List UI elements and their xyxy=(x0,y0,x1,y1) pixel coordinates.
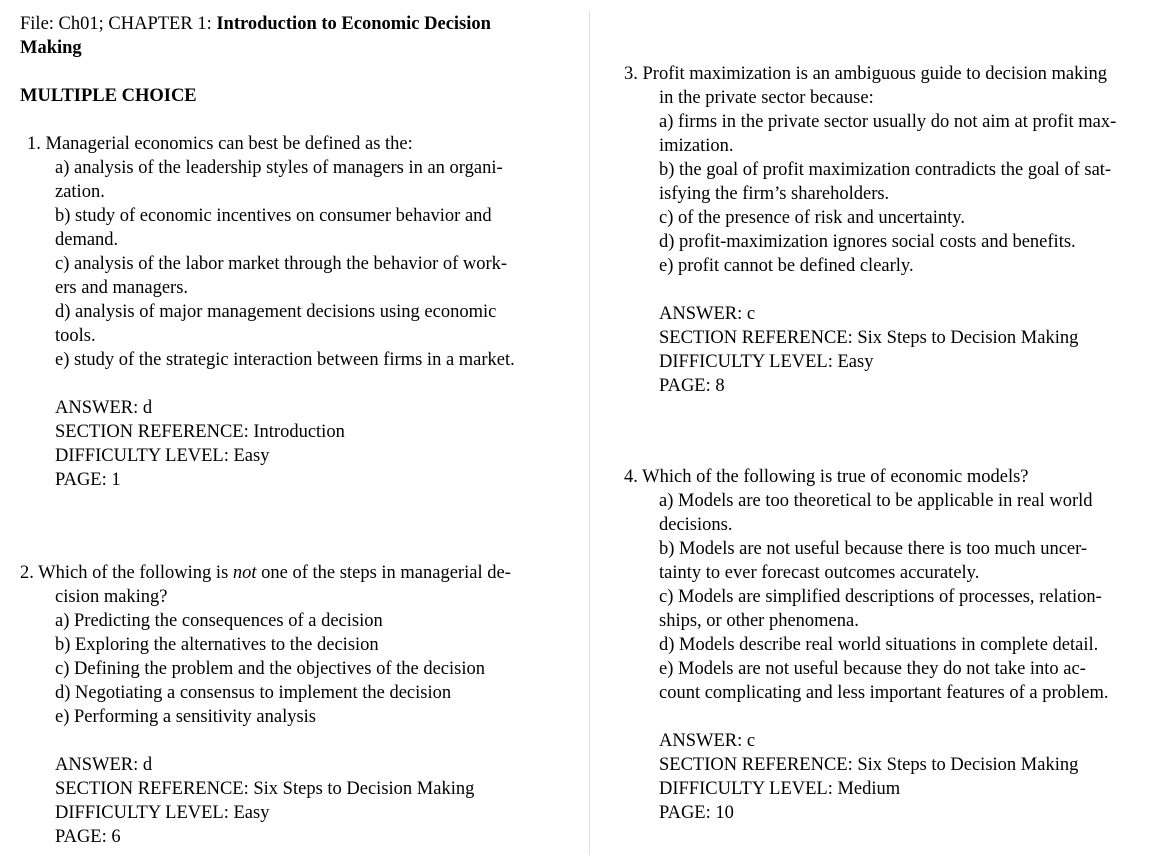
question-1 xyxy=(20,132,568,492)
difficulty-level: DIFFICULTY LEVEL: Medium xyxy=(659,779,901,799)
document-header xyxy=(20,12,568,60)
column-divider xyxy=(589,10,590,855)
option-b: b) Models are not useful because there is too much uncer- tainty to ever forecast outcomes accurately. xyxy=(659,539,1088,583)
section-reference: SECTION REFERENCE: Introduction xyxy=(55,422,345,442)
difficulty-level: DIFFICULTY LEVEL: Easy xyxy=(55,803,270,823)
question-stem: 4. Which of the following is true of economic models? xyxy=(624,467,1029,487)
options-list: cision making? a) Predicting the consequences of a decision b) Exploring the alternatives to the decision c) Defining the problem and the objectives of the decision d) Negotiating a consensus to implement the decision e) Performing a sensitivity analysis ANSWER: d SECTION REFERENCE: Six Steps to Decision Making DIFFICULTY LEVEL: Easy PAGE: 6 xyxy=(20,585,568,849)
difficulty-level: DIFFICULTY LEVEL: Easy xyxy=(659,352,874,372)
page-reference: PAGE: 1 xyxy=(55,470,121,490)
chapter-title-cont: Making xyxy=(20,38,82,58)
answer: ANSWER: c xyxy=(659,731,756,751)
option-b: b) study of economic incentives on consumer behavior and demand. xyxy=(55,206,492,250)
option-e: e) Performing a sensitivity analysis xyxy=(55,707,317,727)
answer-info xyxy=(55,396,568,492)
page-reference: PAGE: 10 xyxy=(659,803,734,823)
page-reference: PAGE: 6 xyxy=(55,827,121,847)
option-c: c) analysis of the labor market through the behavior of work- ers and managers. xyxy=(55,254,508,298)
option-a: a) Predicting the consequences of a decision xyxy=(55,611,383,631)
answer: ANSWER: d xyxy=(55,398,153,418)
page-reference: PAGE: 8 xyxy=(659,376,725,396)
question-2 xyxy=(20,561,568,849)
option-a: a) firms in the private sector usually do not aim at profit max- imization. xyxy=(659,112,1117,156)
option-d: d) analysis of major management decisions using economic tools. xyxy=(55,302,497,346)
options-list: in the private sector because: a) firms in the private sector usually do not aim at profit max- imization. b) the goal of profit maximization contradicts the goal of sat- isfying the firm’s shareholders. c) of the presence of risk and uncertainty. d) profit-maximization ignores social costs and benefits. e) profit cannot be defined clearly. ANSWER: c SECTION REFERENCE: Six Steps to Decision Making DIFFICULTY LEVEL: Easy PAGE: 8 xyxy=(624,86,1158,398)
question-stem: 1. Managerial economics can best be defined as the: xyxy=(27,134,413,154)
chapter-title: Introduction to Economic Decision xyxy=(216,14,491,34)
options-list xyxy=(20,156,568,492)
section-reference: SECTION REFERENCE: Six Steps to Decision Making xyxy=(659,328,1079,348)
options-list xyxy=(624,489,1158,825)
difficulty-level: DIFFICULTY LEVEL: Easy xyxy=(55,446,270,466)
option-e: e) Models are not useful because they do not take into ac- count complicating and less important features of a problem. xyxy=(659,659,1109,703)
option-e: e) study of the strategic interaction between firms in a market. xyxy=(55,350,515,370)
option-d: d) Negotiating a consensus to implement the decision xyxy=(55,683,452,703)
answer: ANSWER: c xyxy=(659,304,756,324)
option-a: a) Models are too theoretical to be applicable in real world decisions. xyxy=(659,491,1093,535)
section-reference: SECTION REFERENCE: Six Steps to Decision Making xyxy=(55,779,475,799)
option-a: a) analysis of the leadership styles of managers in an organi- zation. xyxy=(55,158,503,202)
question-stem: 3. Profit maximization is an ambiguous guide to decision making xyxy=(624,64,1107,84)
question-4 xyxy=(624,465,1158,825)
option-d: d) Models describe real world situations in complete detail. xyxy=(659,635,1099,655)
answer-info xyxy=(659,729,1158,825)
file-label: File: Ch01; CHAPTER 1: xyxy=(20,14,217,34)
left-column xyxy=(20,12,568,847)
option-b: b) the goal of profit maximization contradicts the goal of sat- isfying the firm’s shareholders. xyxy=(659,160,1112,204)
option-c: c) Defining the problem and the objectives of the decision xyxy=(55,659,485,679)
question-3 xyxy=(624,62,1158,398)
answer: ANSWER: d xyxy=(55,755,153,775)
option-c: c) of the presence of risk and uncertainty. xyxy=(659,208,965,228)
question-stem: 2. Which of the following is not one of the steps in managerial de- xyxy=(20,563,511,583)
section-title: MULTIPLE CHOICE xyxy=(20,86,197,106)
option-c: c) Models are simplified descriptions of processes, relation- ships, or other phenomena. xyxy=(659,587,1102,631)
answer-info xyxy=(659,302,1158,398)
option-b: b) Exploring the alternatives to the decision xyxy=(55,635,379,655)
option-e: e) profit cannot be defined clearly. xyxy=(659,256,914,276)
option-d: d) profit-maximization ignores social costs and benefits. xyxy=(659,232,1076,252)
answer-info xyxy=(55,753,568,849)
section-reference: SECTION REFERENCE: Six Steps to Decision Making xyxy=(659,755,1079,775)
